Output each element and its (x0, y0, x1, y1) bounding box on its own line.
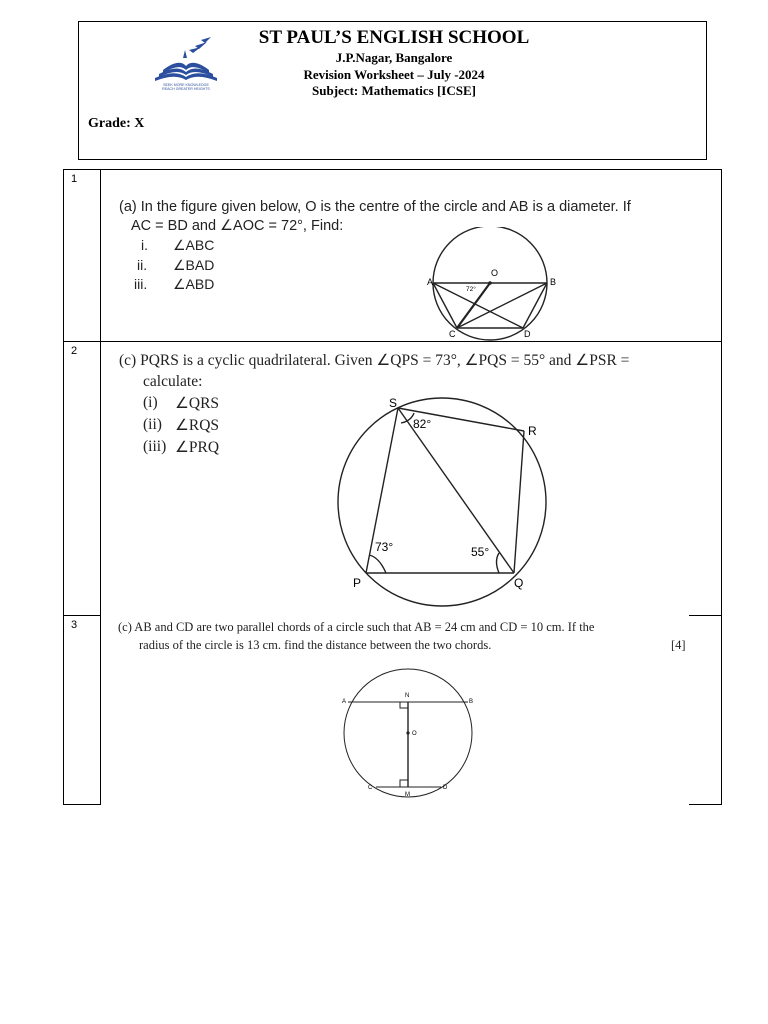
label-m: M (405, 792, 410, 798)
label-c: C (449, 329, 456, 339)
school-logo (149, 36, 223, 92)
part-label: (iii) (143, 438, 167, 455)
part-text: ∠ABD (173, 276, 215, 292)
question-row-1 (63, 169, 722, 341)
angle-label: 72° (466, 286, 476, 293)
label-o: O (412, 731, 417, 737)
label-n: N (405, 693, 410, 699)
marks-label: [4] (671, 638, 686, 652)
worksheet-title: Revision Worksheet – July -2024 (303, 67, 485, 82)
part-text: ∠BAD (173, 257, 215, 273)
label-d: D (524, 329, 531, 339)
question-number: 3 (71, 619, 78, 631)
angle-q: 55° (471, 545, 490, 559)
label-b: B (550, 277, 557, 287)
label-p: P (353, 576, 362, 590)
part-text: ∠QRS (175, 395, 220, 412)
question-text-line2: calculate: (143, 373, 203, 390)
label-r: R (528, 424, 537, 438)
header-box (78, 21, 707, 160)
label-c: C (368, 785, 373, 791)
question-text-line2: radius of the circle is 13 cm. find the distance between the two chords. (139, 638, 492, 652)
question-text-line1: (a) In the figure given below, O is the centre of the circle and AB is a diameter. If (119, 199, 631, 215)
label-s: S (389, 396, 398, 410)
part-label: i. (141, 237, 148, 253)
part-label: iii. (134, 276, 148, 292)
school-location: J.P.Nagar, Bangalore (335, 50, 453, 65)
label-a: A (342, 699, 347, 705)
part-text: ∠RQS (175, 417, 220, 434)
grade-label: Grade: X (88, 116, 145, 131)
figure-cyclic-quadrilateral (331, 395, 553, 609)
label-q: Q (514, 576, 524, 590)
label-o: O (491, 268, 499, 278)
label-d: D (443, 785, 448, 791)
part-label: (i) (143, 394, 158, 411)
question-table (63, 169, 722, 805)
figure-parallel-chords (338, 667, 478, 799)
question-number: 1 (71, 173, 78, 185)
part-label: (ii) (143, 416, 162, 433)
part-text: ∠PRQ (175, 439, 220, 456)
question-number: 2 (71, 345, 78, 357)
part-label: ii. (137, 257, 148, 273)
label-b: B (469, 699, 474, 705)
question-row-3 (63, 615, 722, 805)
subject-line: Subject: Mathematics [ICSE] (312, 83, 476, 98)
question-text-line2: AC = BD and ∠AOC = 72°, Find: (131, 218, 344, 234)
question-row-2 (63, 341, 722, 615)
school-name: ST PAUL’S ENGLISH SCHOOL (258, 27, 530, 48)
angle-s: 82° (413, 417, 432, 431)
question-text-line1: (c) PQRS is a cyclic quadrilateral. Given ∠QPS = 73°, ∠PQS = 55° and ∠PSR = (119, 352, 630, 369)
part-text: ∠ABC (173, 237, 215, 253)
logo-motto-2: REACH GREATER HEIGHTS (162, 87, 210, 91)
figure-circle-diameter (413, 227, 563, 343)
angle-p: 73° (375, 540, 394, 554)
label-a: A (427, 277, 434, 287)
logo-motto-1: SEEK MORE KNOWLEDGE (163, 83, 209, 87)
question-text-line1: (c) AB and CD are two parallel chords of a circle such that AB = 24 cm and CD = 10 cm. If the (118, 620, 595, 634)
